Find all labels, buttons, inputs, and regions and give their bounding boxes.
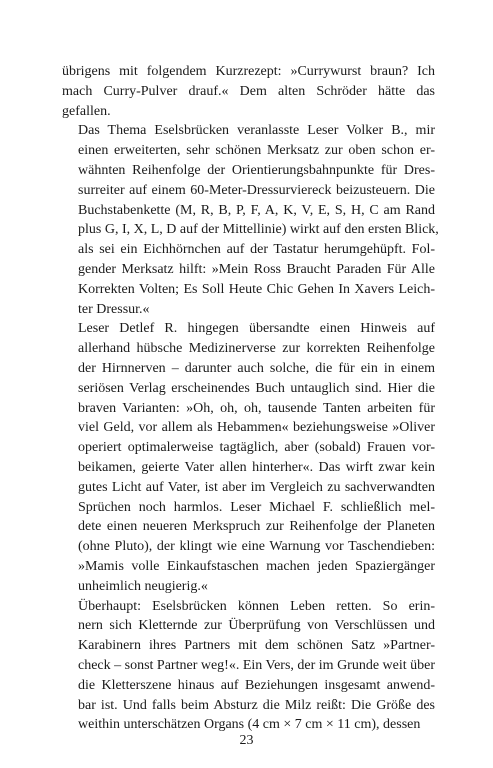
paragraph	[62, 62, 435, 121]
text-line: gender Merksatz hilft: »Mein Ross Braucht Paraden Für Alle	[78, 261, 435, 277]
text-line: (ohne Pluto), der klingt wie eine Warnung vor Taschendieben:	[78, 539, 435, 555]
text-line: beikamen, geierte Vater allen hinterher«. Das wirft zwar kein	[78, 459, 435, 475]
text-line: seriösen Verlag erscheinendes Buch untauglich sind. Hier die	[78, 380, 435, 396]
text-line: unheimlich neugierig.«	[78, 578, 208, 594]
text-line: die Kletterszene hinaus auf Beziehungen insgesamt anwend-	[78, 677, 435, 693]
text-line: dete einen neueren Merkspruch zur Reihenfolge der Planeten	[78, 519, 435, 535]
text-line: gefallen.	[62, 103, 111, 119]
text-line: check – sonst Partner weg!«. Ein Vers, der im Grunde weit über	[78, 657, 436, 673]
text-line: Das Thema Eselsbrücken veranlasste Leser Volker B., mir	[78, 123, 435, 139]
text-line: gutes Licht auf Vater, ist aber im Vergleich zu sachverwandten	[78, 479, 435, 495]
text-line: wähnten Reihenfolge der Orientierungsbahnpunkte für Dres-	[78, 162, 435, 178]
paragraph	[62, 319, 435, 596]
page-number: 23	[239, 733, 254, 748]
text-line: plus G, I, X, L, D auf der Mittellinie) wirkt auf den ersten Blick,	[78, 222, 439, 238]
paragraph	[62, 597, 435, 736]
text-line: Karabinern ihres Partners mit dem schönen Satz »Partner-	[78, 638, 435, 654]
text-line: surreiter auf einem 60-Meter-Dressurviereck beizusteuern. Die	[78, 182, 435, 198]
text-line: Buchstabenkette (M, R, B, P, F, A, K, V, E, S, H, C am Rand	[78, 202, 435, 218]
text-line: der Hirnnerven – darunter auch solche, die für ein in einem	[78, 360, 435, 376]
text-line: Sprüchen noch harmlos. Leser Michael F. schließlich mel-	[78, 499, 435, 515]
text-line: operiert optimalerweise tagtäglich, aber (sobald) Frauen vor-	[78, 440, 435, 456]
text-line: bar ist. Und falls beim Absturz die Milz reißt: Die Größe des	[78, 697, 435, 713]
text-line: viel Geld, vor allem als Hebammen« beziehungsweise »Oliver	[78, 420, 435, 436]
text-line: allerhand hübsche Medizinerverse zur korrekten Reihenfolge	[78, 341, 435, 357]
text-line: Leser Detlef R. hingegen übersandte einen Hinweis auf	[78, 321, 435, 337]
text-line: »Mamis volle Einkaufstaschen machen jeden Spaziergänger	[78, 558, 435, 574]
text-line: ter Dressur.«	[78, 301, 150, 317]
text-line: Überhaupt: Eselsbrücken können Leben retten. So erin-	[78, 598, 435, 614]
text-line: nern sich Kletternde zur Überprüfung von Verschlüssen und	[78, 618, 435, 634]
text-line: braven Varianten: »Oh, oh, oh, tausende Tanten arbeiten für	[78, 400, 435, 416]
text-line: als sei ein Eichhörnchen auf der Tastatur herumgehüpft. Fol-	[78, 242, 435, 258]
text-line: mach Curry-Pulver drauf.« Dem alten Schröder hätte das	[62, 83, 435, 99]
paragraph	[62, 121, 439, 319]
book-page-text	[62, 62, 439, 735]
text-line: weithin unterschätzen Organs (4 cm × 7 cm × 11 cm), dessen	[78, 717, 421, 733]
text-line: einen erweiterten, sehr schönen Merksatz zur oben schon er-	[78, 143, 435, 159]
text-line: Korrekten Volten; Es Soll Heute Chic Gehen In Xavers Leich-	[78, 281, 435, 297]
text-line: übrigens mit folgendem Kurzrezept: »Currywurst braun? Ich	[62, 64, 435, 79]
